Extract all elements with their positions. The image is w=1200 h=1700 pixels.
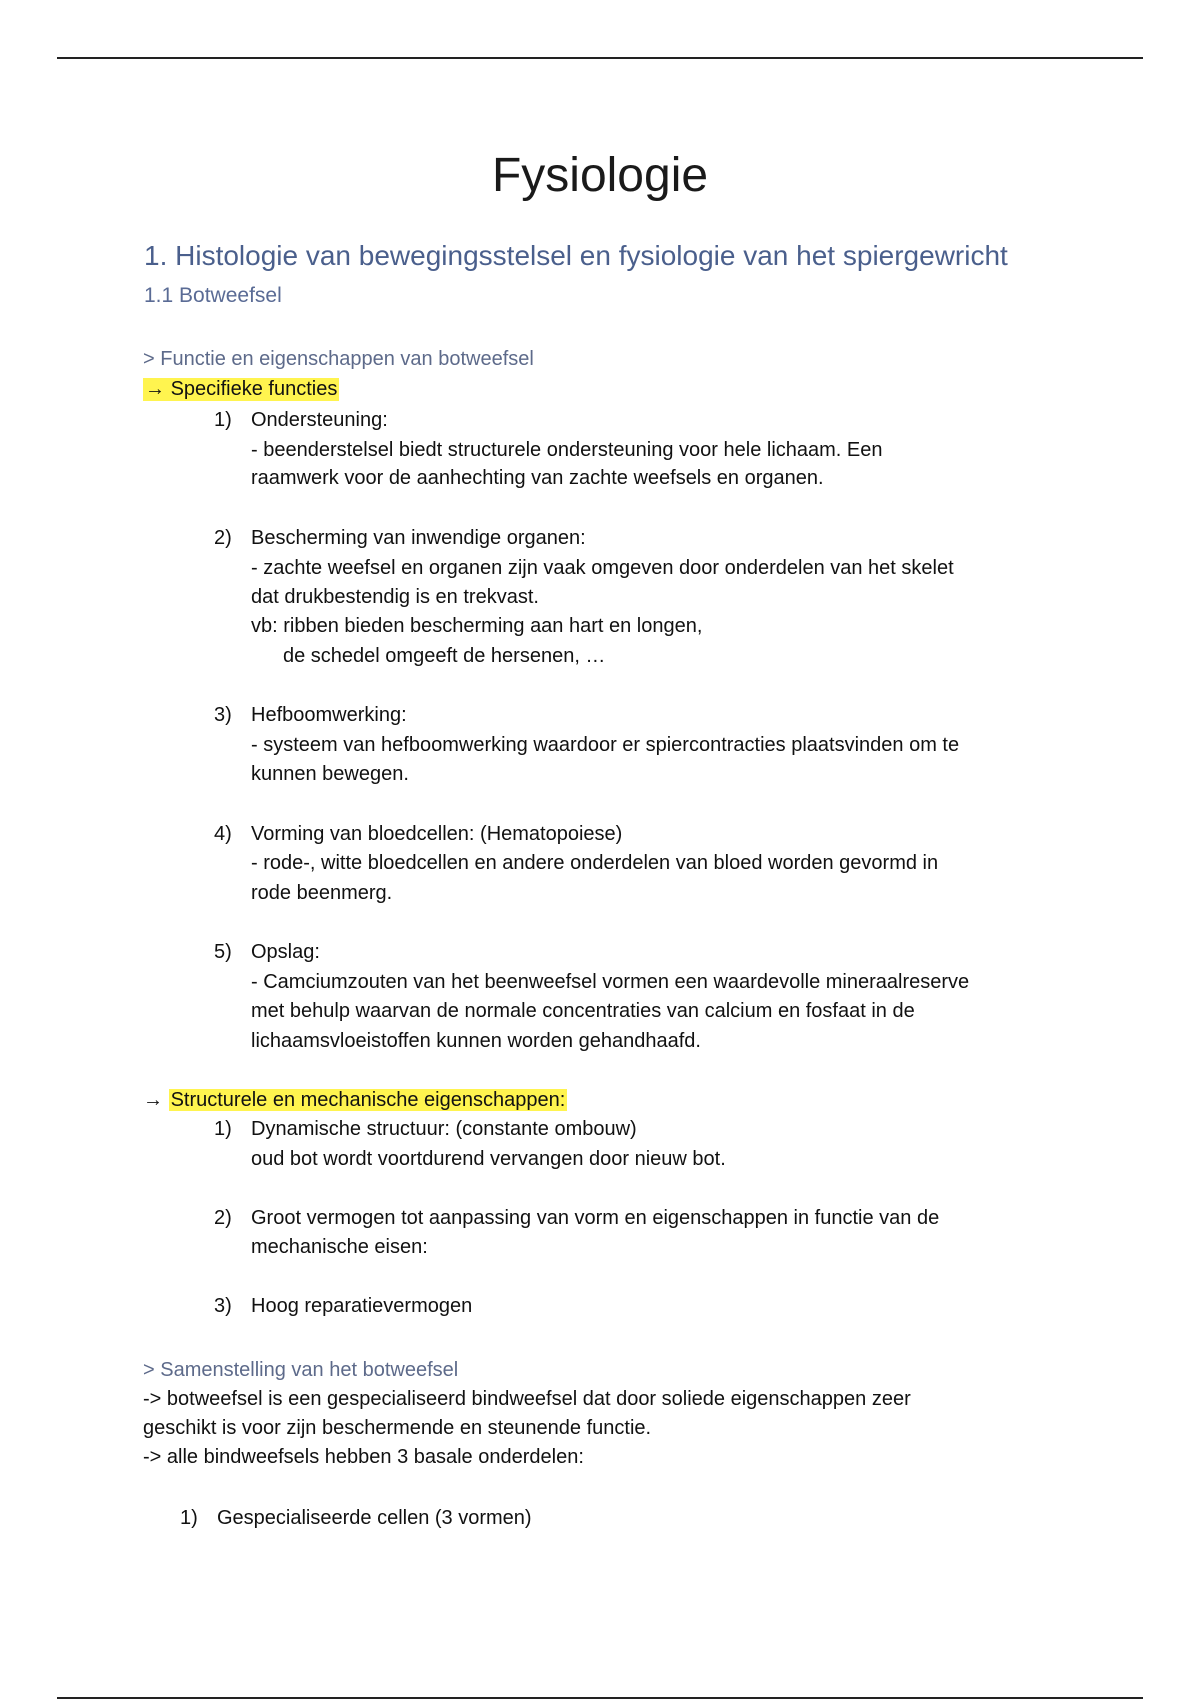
arrow-icon: → — [143, 1089, 163, 1111]
subheading-functie: > Functie en eigenschappen van botweefsel — [143, 348, 534, 370]
list-number: 4) — [214, 823, 232, 845]
list-number: 1) — [214, 409, 232, 431]
list-item-text: raamwerk voor de aanhechting van zachte weefsels en organen. — [251, 467, 824, 489]
list-item-label: Hoog reparatievermogen — [251, 1295, 473, 1317]
highlight-heading-text: Specifieke functies — [170, 378, 338, 400]
list-item-text: oud bot wordt voortdurend vervangen door nieuw bot. — [251, 1148, 726, 1170]
list-item-text: rode beenmerg. — [251, 882, 393, 904]
chapter-heading: 1. Histologie van bewegingsstelsel en fysiologie van het spiergewricht — [144, 240, 1008, 271]
list-item-label: Vorming van bloedcellen: (Hematopoiese) — [251, 823, 623, 845]
list-item-label: Opslag: — [251, 941, 320, 963]
list-number: 1) — [214, 1118, 232, 1140]
list-item-text: met behulp waarvan de normale concentraties van calcium en fosfaat in de — [251, 1000, 915, 1022]
top-rule — [57, 57, 1143, 59]
list-number: 2) — [214, 1207, 232, 1229]
list-item-label: Ondersteuning: — [251, 409, 388, 431]
list-item-text: - rode-, witte bloedcellen en andere onderdelen van bloed worden gevormd in — [251, 852, 939, 874]
list-item-text: dat drukbestendig is en trekvast. — [251, 586, 539, 608]
highlight-specifieke-functies — [143, 378, 339, 401]
list-item-text: - zachte weefsel en organen zijn vaak omgeven door onderdelen van het skelet — [251, 557, 954, 579]
paragraph-line: -> alle bindweefsels hebben 3 basale onderdelen: — [143, 1446, 584, 1468]
list-item-text: kunnen bewegen. — [251, 763, 409, 785]
list-number: 1) — [180, 1507, 198, 1529]
list-number: 2) — [214, 527, 232, 549]
section-heading: 1.1 Botweefsel — [144, 284, 282, 307]
list-item-text: lichaamsvloeistoffen kunnen worden gehandhaafd. — [251, 1030, 701, 1052]
highlight-heading-text: Structurele en mechanische eigenschappen: — [170, 1089, 566, 1111]
list-item-label: Hefboomwerking: — [251, 704, 407, 726]
list-number: 3) — [214, 1295, 232, 1317]
list-item-text: mechanische eisen: — [251, 1236, 428, 1258]
arrow-icon: → — [145, 378, 165, 400]
page-title: Fysiologie — [491, 149, 709, 202]
structurele-heading — [143, 1089, 567, 1112]
paragraph-line: geschikt is voor zijn beschermende en steunende functie. — [143, 1417, 652, 1439]
list-number: 5) — [214, 941, 232, 963]
bottom-rule — [57, 1697, 1143, 1699]
list-item-label: Dynamische structuur: (constante ombouw) — [251, 1118, 637, 1140]
list-item-text: - Camciumzouten van het beenweefsel vormen een waardevolle mineraalreserve — [251, 971, 970, 993]
list-item-label: Bescherming van inwendige organen: — [251, 527, 586, 549]
list-item-text: vb: ribben bieden bescherming aan hart en longen, — [251, 615, 703, 637]
list-item-text: de schedel omgeeft de hersenen, … — [283, 645, 606, 667]
list-item-text: - beenderstelsel biedt structurele ondersteuning voor hele lichaam. Een — [251, 439, 883, 461]
subheading-samenstelling: > Samenstelling van het botweefsel — [143, 1359, 459, 1381]
list-item-text: - systeem van hefboomwerking waardoor er spiercontracties plaatsvinden om te — [251, 734, 960, 756]
list-item-label: Groot vermogen tot aanpassing van vorm en eigenschappen in functie van de — [251, 1207, 940, 1229]
list-item-label: Gespecialiseerde cellen (3 vormen) — [217, 1507, 532, 1529]
list-number: 3) — [214, 704, 232, 726]
paragraph-line: -> botweefsel is een gespecialiseerd bindweefsel dat door soliede eigenschappen zeer — [143, 1388, 911, 1410]
